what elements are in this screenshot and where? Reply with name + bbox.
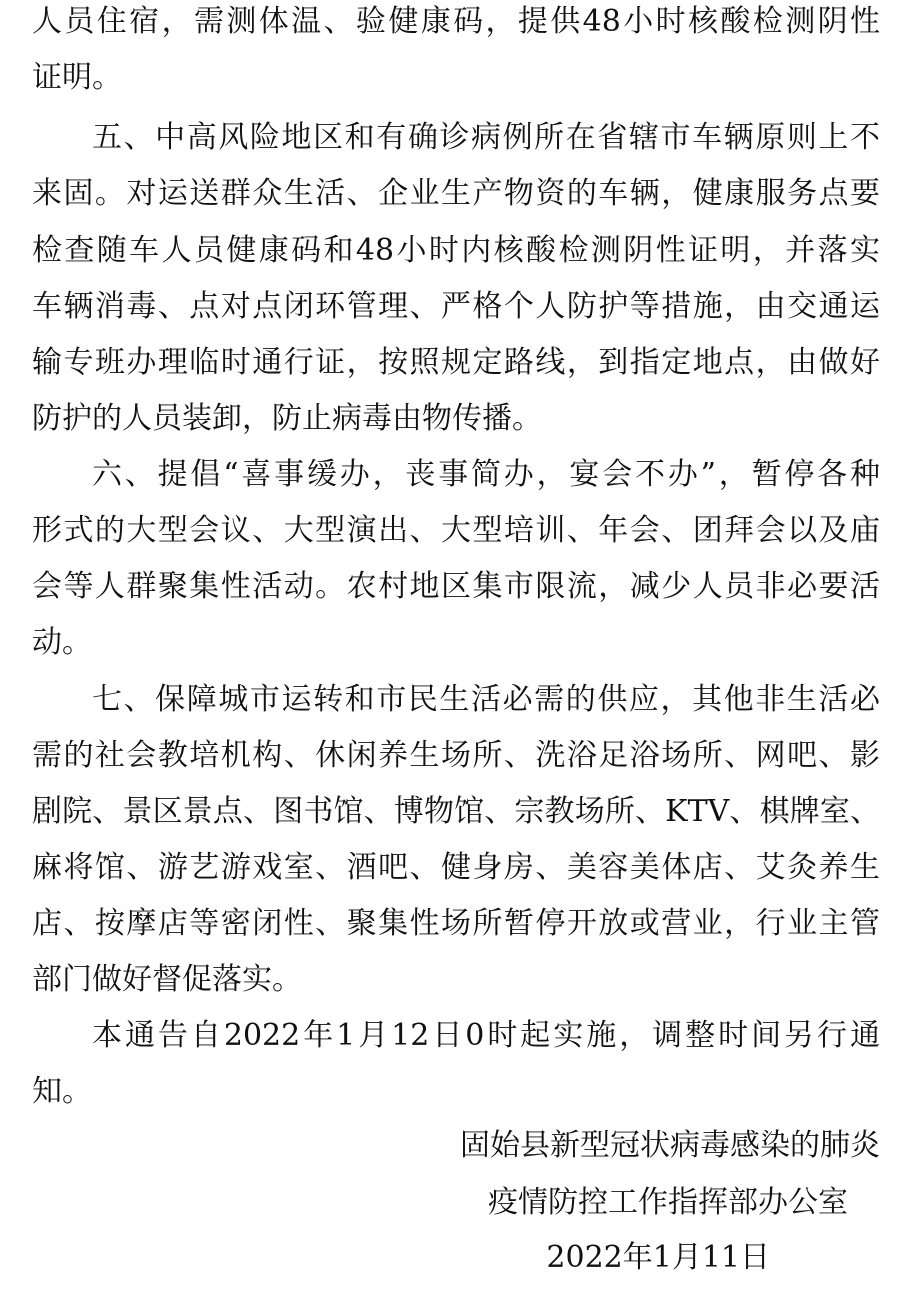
signature-org-line1: 固始县新型冠状病毒感染的肺炎 [460, 1128, 880, 1163]
text-line: 知。 [32, 1074, 92, 1109]
paragraph-7-start: 七、保障城市运转和市民生活必需的供应，其他非生活必 [92, 682, 880, 717]
text-line: 动。 [32, 625, 92, 660]
text-line: 车辆消毒、点对点闭环管理、严格个人防护等措施，由交通运 [32, 289, 880, 324]
text-line: 需的社会教培机构、休闲养生场所、洗浴足浴场所、网吧、影 [32, 738, 880, 773]
paragraph-5-start: 五、中高风险地区和有确诊病例所在省辖市车辆原则上不 [92, 120, 880, 155]
text-line: 证明。 [32, 60, 122, 95]
text-line: 剧院、景区景点、图书馆、博物馆、宗教场所、KTV、棋牌室、 [32, 794, 880, 829]
signature-date: 2022年1月11日 [546, 1240, 770, 1275]
text-line: 人员住宿，需测体温、验健康码，提供48小时核酸检测阴性 [32, 4, 880, 39]
text-line: 来固。对运送群众生活、企业生产物资的车辆，健康服务点要 [32, 176, 880, 211]
text-line: 会等人群聚集性活动。农村地区集市限流，减少人员非必要活 [32, 569, 880, 604]
paragraph-6-start: 六、提倡“喜事缓办，丧事简办，宴会不办”，暂停各种 [92, 457, 880, 492]
effective-date-paragraph: 本通告自2022年1月12日0时起实施，调整时间另行通 [92, 1018, 880, 1053]
text-line: 防护的人员装卸，防止病毒由物传播。 [32, 401, 542, 436]
signature-org-line2: 疫情防控工作指挥部办公室 [488, 1185, 848, 1220]
text-line: 输专班办理临时通行证，按照规定路线，到指定地点，由做好 [32, 345, 880, 380]
text-line: 检查随车人员健康码和48小时内核酸检测阴性证明，并落实 [32, 233, 880, 268]
text-line: 部门做好督促落实。 [32, 962, 302, 997]
text-line: 麻将馆、游艺游戏室、酒吧、健身房、美容美体店、艾灸养生 [32, 850, 880, 885]
text-line: 店、按摩店等密闭性、聚集性场所暂停开放或营业，行业主管 [32, 906, 880, 941]
text-line: 形式的大型会议、大型演出、大型培训、年会、团拜会以及庙 [32, 513, 880, 548]
